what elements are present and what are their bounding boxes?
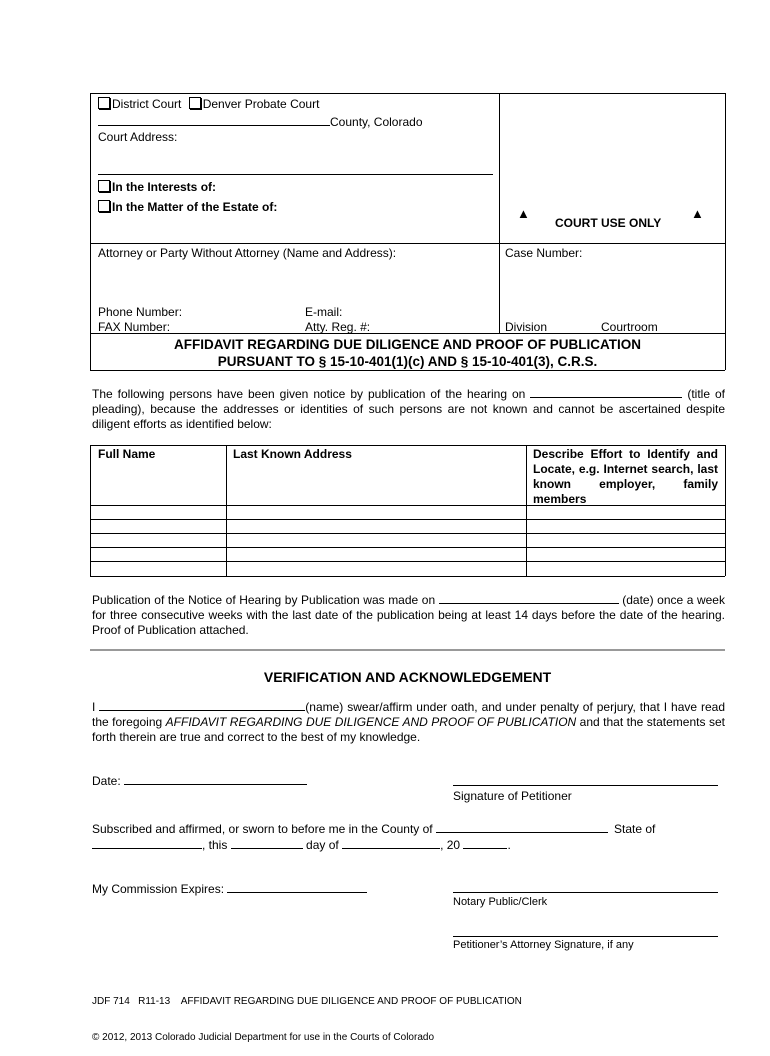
court-type-options	[98, 97, 319, 111]
checkbox-icon	[98, 180, 110, 192]
intro-paragraph: The following persons have been given notice by publication of the hearing on (title of pleading), because the addresses or identities of such persons are not known and cannot be ascertained despite diligent efforts as identified below:	[92, 387, 725, 431]
checkbox-icon	[189, 97, 201, 109]
notary-label: Notary Public/Clerk	[453, 896, 548, 908]
triangle-icon: ▲	[517, 206, 530, 221]
division-label: Division	[505, 320, 548, 334]
fax-label: FAX Number:	[98, 320, 171, 334]
court-address-label: Court Address:	[98, 130, 178, 144]
attorney-signature-label: Petitioner’s Attorney Signature, if any	[453, 939, 634, 951]
district-court-checkbox[interactable]: District Court	[98, 97, 181, 111]
month-field[interactable]	[342, 837, 440, 849]
col-full-name: Full Name	[98, 447, 156, 461]
affiant-name-field[interactable]	[99, 699, 305, 711]
atty-reg-label: Atty. Reg. #:	[305, 320, 371, 334]
commission-line: My Commission Expires:	[92, 881, 367, 896]
publication-paragraph: Publication of the Notice of Hearing by Publication was made on (date) once a week for three consecutive weeks with the last date of the publication being at least 14 days before the date of the hearing. Proof of Publication attached.	[92, 593, 725, 637]
county-line: County, Colorado	[98, 114, 423, 129]
commission-expires-field[interactable]	[227, 881, 367, 893]
courtroom-label: Courtroom	[601, 320, 658, 334]
attorney-label: Attorney or Party Without Attorney (Name and Address):	[98, 246, 397, 260]
checkbox-icon	[98, 200, 110, 212]
footer: JDF 714 R11-13 AFFIDAVIT REGARDING DUE DILIGENCE AND PROOF OF PUBLICATION © 2012, 2013 Colorado Judicial Department for use in the Courts of Colorado	[92, 996, 522, 1043]
state-field[interactable]	[92, 837, 202, 849]
date-line: Date:	[92, 773, 307, 788]
triangle-icon: ▲	[691, 206, 704, 221]
year-field[interactable]	[463, 837, 507, 849]
notary-signature-field[interactable]	[453, 892, 718, 893]
phone-label: Phone Number:	[98, 305, 183, 319]
col-last-known-address: Last Known Address	[233, 447, 352, 461]
publication-date-field[interactable]	[439, 592, 619, 604]
signature-petitioner-label: Signature of Petitioner	[453, 789, 572, 803]
interests-of-checkbox[interactable]: In the Interests of:	[98, 180, 216, 194]
col-describe-effort: Describe Effort to Identify and Locate, e.g. Internet search, last known employer, family members	[533, 447, 718, 506]
form-title: AFFIDAVIT REGARDING DUE DILIGENCE AND PROOF OF PUBLICATION PURSUANT TO § 15-10-401(1)(c) AND § 15-10-401(3), C.R.S.	[174, 337, 641, 369]
court-address-field[interactable]	[98, 174, 493, 175]
petitioner-signature-field[interactable]	[453, 785, 718, 786]
verification-heading: VERIFICATION AND ACKNOWLEDGEMENT	[263, 669, 552, 685]
estate-of-checkbox[interactable]: In the Matter of the Estate of:	[98, 200, 277, 214]
attorney-signature-field[interactable]	[453, 936, 718, 937]
county-field[interactable]	[98, 114, 330, 126]
verification-paragraph: I (name) swear/affirm under oath, and under penalty of perjury, that I have read the foregoing AFFIDAVIT REGARDING DUE DILIGENCE AND PROOF OF PUBLICATION and that the statements set forth therein are true and correct to the best of my knowledge.	[92, 700, 726, 744]
county-of-field[interactable]	[436, 821, 608, 833]
checkbox-icon	[98, 97, 110, 109]
notary-paragraph: Subscribed and affirmed, or sworn to before me in the County of State of , this day of , 20 .	[92, 822, 656, 852]
case-number-label: Case Number:	[505, 246, 583, 260]
court-use-only: COURT USE ONLY	[555, 216, 662, 230]
date-field[interactable]	[124, 773, 307, 785]
section-divider	[90, 649, 725, 651]
denver-probate-court-checkbox[interactable]: Denver Probate Court	[189, 97, 320, 111]
hearing-date-field[interactable]	[530, 386, 682, 398]
day-field[interactable]	[231, 837, 303, 849]
email-label: E-mail:	[305, 305, 343, 319]
